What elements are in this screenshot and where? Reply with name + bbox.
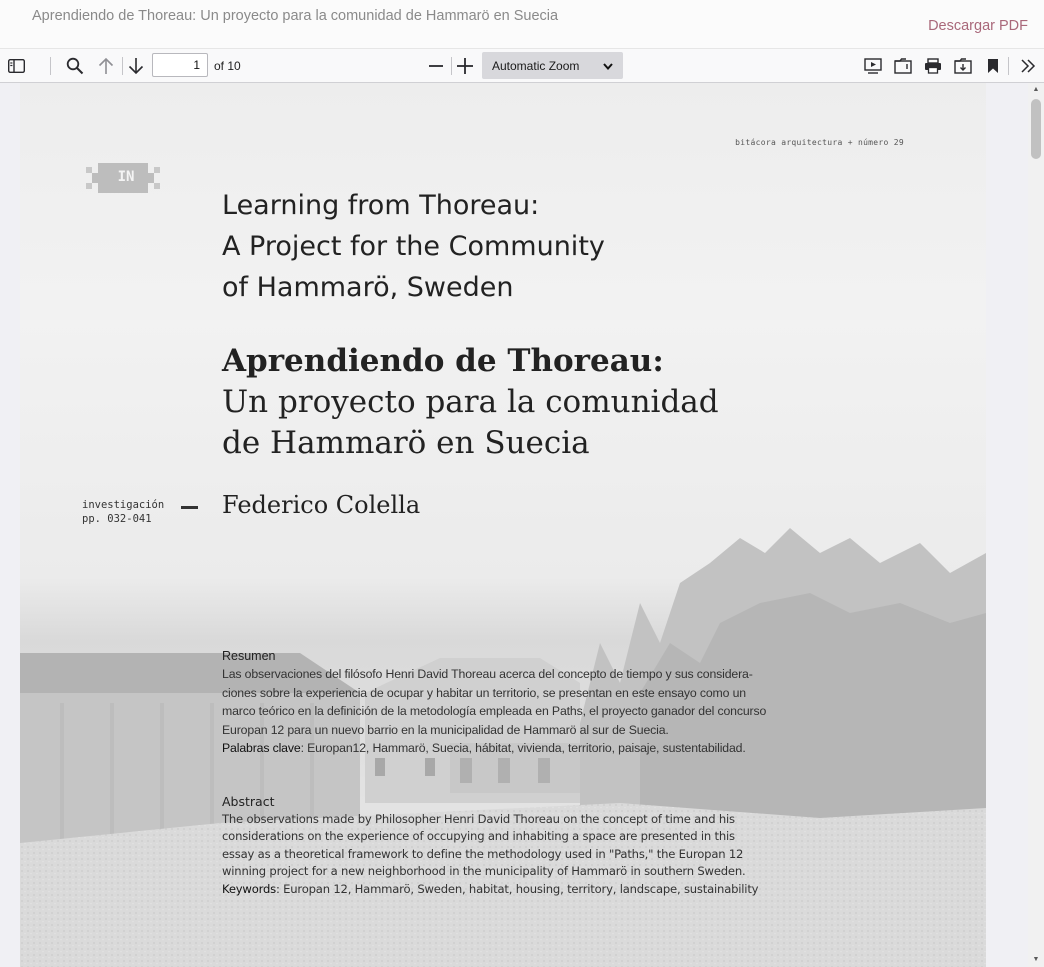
title-spanish <box>222 341 719 464</box>
zoom-out-icon[interactable] <box>423 53 449 79</box>
abstract-block <box>222 794 768 898</box>
zoom-select[interactable] <box>482 52 623 79</box>
title-es-line: Aprendiendo de Thoreau: <box>222 343 664 379</box>
scroll-down-icon[interactable]: ▼ <box>1032 956 1040 963</box>
scroll-thumb[interactable] <box>1031 99 1041 159</box>
abstract-heading: Abstract <box>222 794 275 809</box>
page-count: of 10 <box>214 59 241 73</box>
resumen-keywords <box>222 739 768 758</box>
section-tag-label: IN <box>117 169 135 185</box>
section-info <box>82 498 164 526</box>
keywords-list: : Europan 12, Hammarö, Sweden, habitat, housing, territory, landscape, sustainability <box>275 881 759 896</box>
sidebar-toggle-icon[interactable] <box>3 53 29 79</box>
double-chevron-right-icon[interactable] <box>1015 53 1041 79</box>
page-range: pp. 032-041 <box>82 513 152 525</box>
title-en-line: Learning from Thoreau: <box>222 190 540 221</box>
pdf-toolbar <box>0 49 1044 83</box>
download-pdf-link[interactable]: Descargar PDF <box>928 18 1028 34</box>
section-dash <box>181 506 198 509</box>
resumen-heading: Resumen <box>222 649 276 663</box>
resumen-block <box>222 649 768 758</box>
pdf-viewer[interactable] <box>0 83 1044 967</box>
page-number-input[interactable] <box>152 53 208 77</box>
title-es-line: de Hammarö en Suecia <box>222 425 590 461</box>
chevron-down-icon <box>603 59 613 73</box>
site-header <box>0 0 1044 49</box>
open-file-icon[interactable] <box>890 53 916 79</box>
download-icon[interactable] <box>950 53 976 79</box>
search-icon[interactable] <box>62 53 88 79</box>
arrow-down-icon[interactable] <box>123 53 149 79</box>
title-english <box>222 185 605 308</box>
bookmark-icon[interactable] <box>980 53 1006 79</box>
abstract-text: The observations made by Philosopher Henri David Thoreau on the concept of time and his considerations on the experience of occupying and inhabiting a space are presented in this essay as a theoretical framework to define the methodology used in "Paths," the Europan 12 winning project for a new neighborhood in the municipality of Hammarö in southern Sweden. <box>222 812 746 879</box>
vertical-scrollbar[interactable] <box>1028 83 1044 967</box>
document-title: Aprendiendo de Thoreau: Un proyecto para la comunidad de Hammarö en Suecia <box>32 8 559 24</box>
keywords-list: : Europan12, Hammarö, Suecia, hábitat, vivienda, territorio, paisaje, sustentabilidad. <box>300 741 746 756</box>
title-en-line: of Hammarö, Sweden <box>222 272 514 303</box>
resumen-text: Las observaciones del filósofo Henri David Thoreau acerca del concepto de tiempo y sus considera-ciones sobre la experiencia de ocupar y habitar un territorio, se presentan en este ensayo como un marco teórico en la definición de la metodología empleada en Paths, el proyecto ganador del concurso Europan 12 para un nuevo barrio en la municipalidad de Hammarö al sur de Suecia. <box>222 667 767 737</box>
toolbar-separator <box>50 57 51 75</box>
title-es-line: Un proyecto para la comunidad <box>222 384 719 420</box>
journal-header: bitácora arquitectura + número 29 <box>735 138 904 147</box>
zoom-select-value: Automatic Zoom <box>492 58 580 73</box>
abstract-keywords <box>222 881 768 898</box>
zoom-in-icon[interactable] <box>452 53 478 79</box>
toolbar-separator <box>1008 57 1009 75</box>
presentation-icon[interactable] <box>860 53 886 79</box>
arrow-up-icon[interactable] <box>93 53 119 79</box>
print-icon[interactable] <box>920 53 946 79</box>
title-en-line: A Project for the Community <box>222 231 605 262</box>
section-name: investigación <box>82 499 165 511</box>
scroll-up-icon[interactable]: ▲ <box>1032 86 1040 93</box>
pdf-page <box>20 83 986 967</box>
author-name: Federico Colella <box>222 491 421 519</box>
keywords-label: Palabras clave <box>222 741 301 756</box>
keywords-label: Keywords <box>222 881 276 896</box>
